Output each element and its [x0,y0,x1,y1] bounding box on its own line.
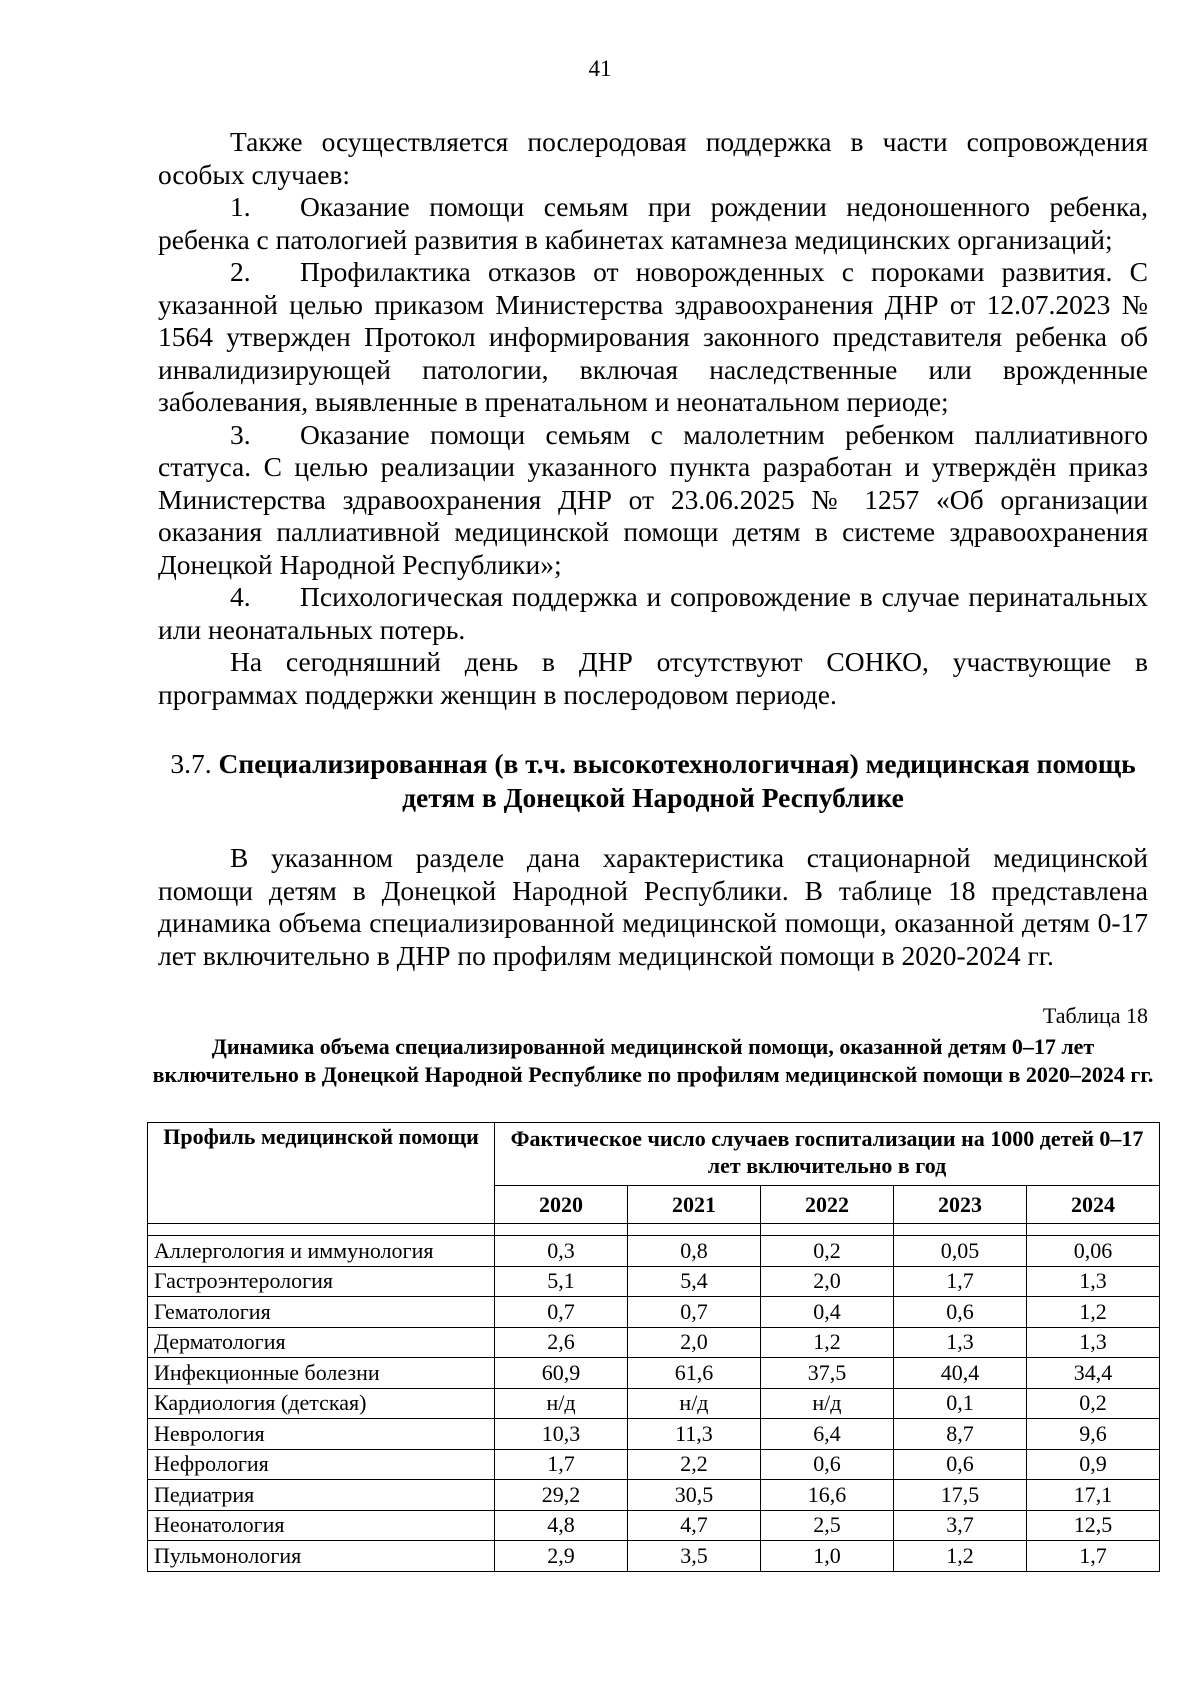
table-title: Динамика объема специализированной медицинской помощи, оказанной детям 0–17 лет включительно в Донецкой Народной Республике по профилям медицинской помощи в 2020–2024 гг. [152,1034,1154,1087]
page-number: 41 [588,56,612,81]
value-cell: 5,1 [495,1266,628,1297]
section-heading [158,747,1148,815]
value-cell: 40,4 [893,1358,1026,1389]
value-cell: 17,1 [1026,1480,1159,1511]
value-cell: 1,3 [1026,1327,1159,1358]
value-cell: 9,6 [1026,1419,1159,1450]
value-cell: 1,7 [893,1266,1026,1297]
value-cell: 1,0 [760,1541,893,1572]
value-cell: 5,4 [627,1266,760,1297]
value-cell: 1,7 [495,1449,628,1480]
value-cell: 2,2 [627,1449,760,1480]
value-cell: 0,2 [760,1236,893,1267]
value-cell: 0,1 [893,1388,1026,1419]
value-cell: 0,9 [1026,1449,1159,1480]
list-item-number: 4. [230,581,251,612]
section-title: Специализированная (в т.ч. высокотехнологичная) медицинская помощь детям в Донецкой Народной Республике [218,748,1136,813]
profile-cell: Дерматология [148,1327,495,1358]
value-cell: 8,7 [893,1419,1026,1450]
profile-cell: Аллергология и иммунология [148,1236,495,1267]
data-table [147,1122,1160,1572]
value-cell: 1,2 [760,1327,893,1358]
table-row [148,1358,1160,1389]
table-row [148,1236,1160,1267]
year-header: 2024 [1026,1186,1159,1224]
table-row [148,1327,1160,1358]
value-cell: 0,2 [1026,1388,1159,1419]
list-item-text: Оказание помощи семьям с малолетним ребенком паллиативного статуса. С целью реализации указанного пункта разработан и утверждён приказ Министерства здравоохранения ДНР от 23.06.2025 № 1257 «Об организации оказания паллиативной медицинской помощи детям в системе здравоохранения Донецкой Народной Республики»; [158,418,1148,580]
value-cell: 60,9 [495,1358,628,1389]
value-cell: 34,4 [1026,1358,1159,1389]
value-cell: 1,7 [1026,1541,1159,1572]
value-cell: 17,5 [893,1480,1026,1511]
value-cell: н/д [760,1388,893,1419]
value-cell: 61,6 [627,1358,760,1389]
table-row [148,1449,1160,1480]
year-header: 2023 [893,1186,1026,1224]
list-item [158,419,1148,582]
value-cell: н/д [627,1388,760,1419]
year-header: 2022 [760,1186,893,1224]
list-item-text: Оказание помощи семьям при рождении недоношенного ребенка, ребенка с патологией развития в кабинетах катамнеза медицинских организаций; [158,191,1148,255]
value-cell: 16,6 [760,1480,893,1511]
value-cell: 12,5 [1026,1510,1159,1541]
table-body [148,1224,1160,1572]
value-cell: 0,4 [760,1297,893,1328]
value-cell: 10,3 [495,1419,628,1450]
table-row [148,1480,1160,1511]
value-cell: 0,6 [893,1297,1026,1328]
value-cell: 0,06 [1026,1236,1159,1267]
list-item-text: Профилактика отказов от новорожденных с пороками развития. С указанной целью приказом Министерства здравоохранения ДНР от 12.07.2023 № 1564 утвержден Протокол информирования законного представителя ребенка об инвалидизирующей патологии, включая наследственные или врожденные заболевания, выявленные в пренатальном и неонатальном периоде; [158,256,1148,417]
value-cell: 0,3 [495,1236,628,1267]
list-item-number: 3. [230,418,251,450]
paragraph-sonko: На сегодняшний день в ДНР отсутствуют СОНКО, участвующие в программах поддержки женщин в послеродовом периоде. [158,646,1148,710]
year-header: 2021 [627,1186,760,1224]
value-cell: 0,7 [495,1297,628,1328]
value-cell: 37,5 [760,1358,893,1389]
list-item [158,581,1148,646]
paragraph-postnatal-support: Также осуществляется послеродовая поддержка в части сопровождения особых случаев: [158,126,1148,190]
table-row [148,1541,1160,1572]
profile-cell: Гематология [148,1297,495,1328]
value-cell: 2,0 [627,1327,760,1358]
value-cell: 2,9 [495,1541,628,1572]
section-intro [158,842,1148,972]
value-cell: 0,8 [627,1236,760,1267]
value-cell: 0,6 [760,1449,893,1480]
value-cell: н/д [495,1388,628,1419]
value-cell: 0,6 [893,1449,1026,1480]
profile-cell: Кардиология (детская) [148,1388,495,1419]
list-item-text: Психологическая поддержка и сопровождение в случае перинатальных или неонатальных потерь. [158,581,1148,645]
value-cell: 2,6 [495,1327,628,1358]
value-cell: 0,05 [893,1236,1026,1267]
value-cell: 1,3 [893,1327,1026,1358]
value-cell: 1,3 [1026,1266,1159,1297]
value-cell: 3,5 [627,1541,760,1572]
value-cell: 30,5 [627,1480,760,1511]
section-number: 3.7. [170,748,212,779]
profile-cell: Инфекционные болезни [148,1358,495,1389]
value-cell: 1,2 [1026,1297,1159,1328]
value-cell: 3,7 [893,1510,1026,1541]
year-header: 2020 [495,1186,628,1224]
header-spacer-row [148,1224,1160,1236]
value-cell: 1,2 [893,1541,1026,1572]
value-cell: 4,7 [627,1510,760,1541]
table-row [148,1388,1160,1419]
profile-cell: Неврология [148,1419,495,1450]
table-row [148,1297,1160,1328]
value-cell: 29,2 [495,1480,628,1511]
profile-cell: Нефрология [148,1449,495,1480]
list-item-number: 2. [230,256,251,287]
profile-column-header: Профиль медицинской помощи [148,1123,495,1224]
table-row [148,1419,1160,1450]
value-cell: 11,3 [627,1419,760,1450]
profile-cell: Педиатрия [148,1480,495,1511]
table-row [148,1510,1160,1541]
profile-cell: Неонатология [148,1510,495,1541]
hospitalization-group-header: Фактическое число случаев госпитализации на 1000 детей 0–17 лет включительно в год [495,1123,1160,1186]
table-row [148,1266,1160,1297]
value-cell: 6,4 [760,1419,893,1450]
section-intro-paragraph: В указанном разделе дана характеристика стационарной медицинской помощи детям в Донецкой Народной Республики. В таблице 18 представлена динамика объема специализированной медицинской помощи, оказанной детям 0-17 лет включительно в ДНР по профилям медицинской помощи в 2020-2024 гг. [158,842,1148,971]
profile-cell: Гастроэнтерология [148,1266,495,1297]
value-cell: 2,5 [760,1510,893,1541]
value-cell: 0,7 [627,1297,760,1328]
value-cell: 2,0 [760,1266,893,1297]
profile-cell: Пульмонология [148,1541,495,1572]
list-item [158,191,1148,256]
list-item-number: 1. [230,191,251,222]
body-text [158,126,1148,711]
value-cell: 4,8 [495,1510,628,1541]
table-label: Таблица 18 [1042,1003,1148,1028]
list-item [158,256,1148,419]
